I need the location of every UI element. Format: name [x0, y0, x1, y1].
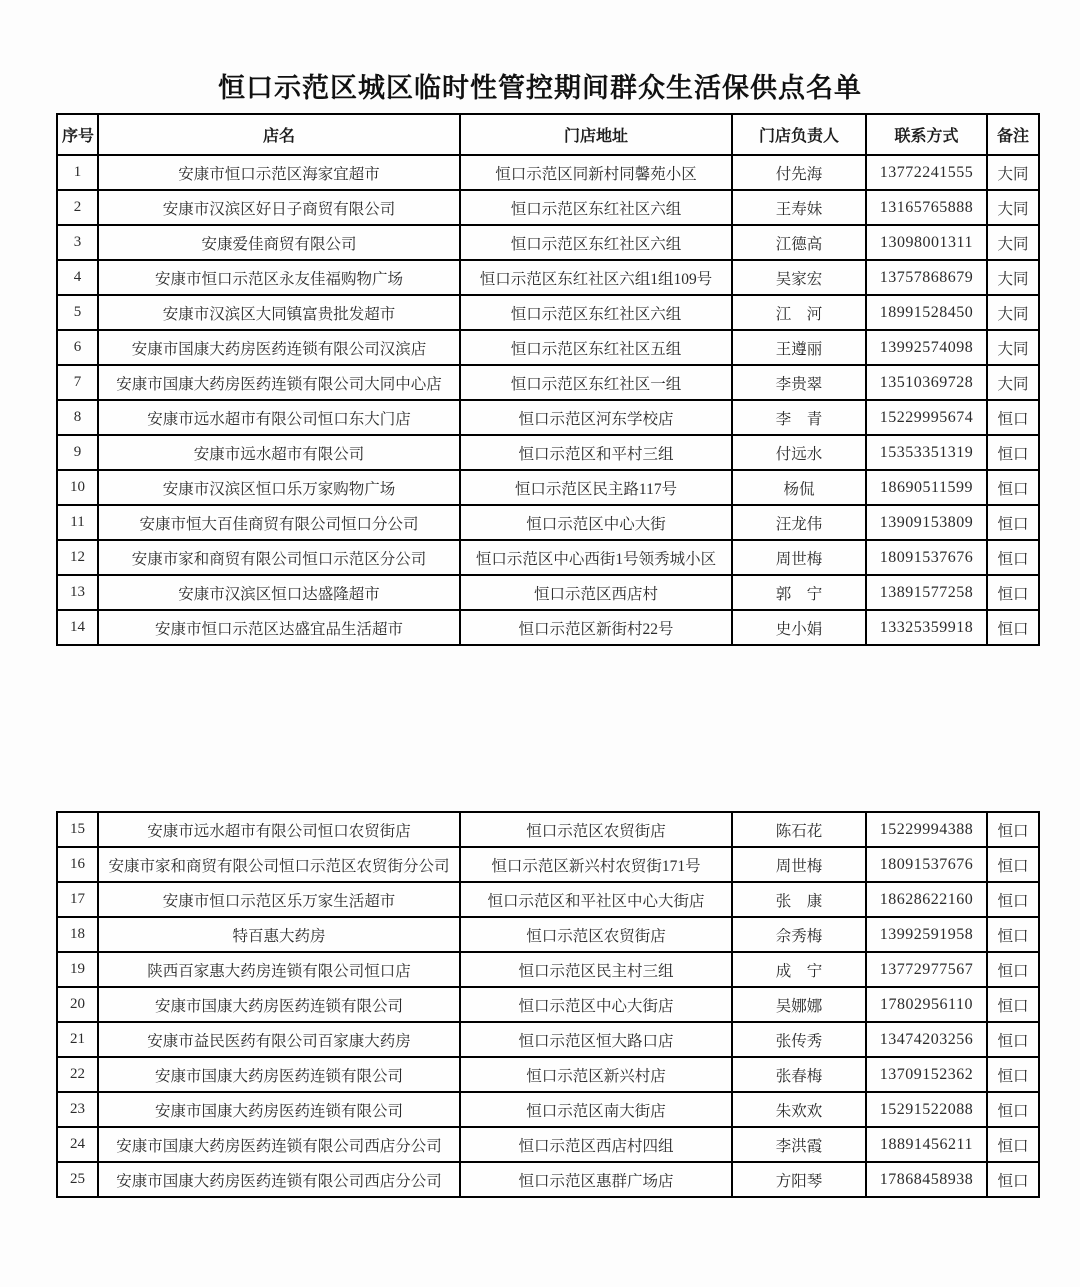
cell-phone: 13772977567 [866, 952, 987, 987]
cell-store-name: 安康市远水超市有限公司恒口农贸街店 [98, 812, 460, 847]
cell-store-name: 安康市汉滨区大同镇富贵批发超市 [98, 295, 460, 330]
cell-address: 恒口示范区新兴村农贸街171号 [460, 847, 732, 882]
cell-phone: 18628622160 [866, 882, 987, 917]
cell-seq: 12 [57, 540, 98, 575]
cell-store-name: 安康市国康大药房医药连锁有限公司 [98, 1057, 460, 1092]
cell-note: 大同 [987, 295, 1039, 330]
cell-manager: 张传秀 [732, 1022, 866, 1057]
cell-manager: 李 青 [732, 400, 866, 435]
cell-note: 恒口 [987, 1022, 1039, 1057]
cell-address: 恒口示范区和平村三组 [460, 435, 732, 470]
cell-phone: 18091537676 [866, 540, 987, 575]
cell-phone: 15229995674 [866, 400, 987, 435]
cell-phone: 13992591958 [866, 917, 987, 952]
cell-address: 恒口示范区惠群广场店 [460, 1162, 732, 1197]
table-row [57, 155, 1039, 190]
cell-store-name: 安康市恒口示范区乐万家生活超市 [98, 882, 460, 917]
cell-address: 恒口示范区农贸街店 [460, 812, 732, 847]
cell-manager: 成 宁 [732, 952, 866, 987]
cell-phone: 18690511599 [866, 470, 987, 505]
table-row [57, 1092, 1039, 1127]
table-row [57, 190, 1039, 225]
table-row [57, 1162, 1039, 1197]
supply-points-table-page2 [56, 811, 1040, 1198]
cell-store-name: 安康市家和商贸有限公司恒口示范区农贸街分公司 [98, 847, 460, 882]
table-row [57, 540, 1039, 575]
cell-seq: 6 [57, 330, 98, 365]
cell-manager: 付先海 [732, 155, 866, 190]
cell-address: 恒口示范区和平社区中心大街店 [460, 882, 732, 917]
cell-note: 大同 [987, 365, 1039, 400]
cell-note: 恒口 [987, 1057, 1039, 1092]
cell-manager: 杨侃 [732, 470, 866, 505]
cell-phone: 13510369728 [866, 365, 987, 400]
cell-seq: 9 [57, 435, 98, 470]
col-header-seq: 序号 [57, 114, 98, 155]
cell-address: 恒口示范区东红社区一组 [460, 365, 732, 400]
cell-store-name: 安康市国康大药房医药连锁有限公司西店分公司 [98, 1162, 460, 1197]
table-row [57, 1127, 1039, 1162]
cell-phone: 18091537676 [866, 847, 987, 882]
cell-note: 恒口 [987, 1162, 1039, 1197]
cell-note: 恒口 [987, 882, 1039, 917]
cell-manager: 周世梅 [732, 847, 866, 882]
cell-address: 恒口示范区民主路117号 [460, 470, 732, 505]
cell-seq: 10 [57, 470, 98, 505]
cell-seq: 23 [57, 1092, 98, 1127]
cell-note: 恒口 [987, 1127, 1039, 1162]
cell-note: 恒口 [987, 505, 1039, 540]
cell-manager: 王遵丽 [732, 330, 866, 365]
cell-note: 恒口 [987, 847, 1039, 882]
cell-manager: 郭 宁 [732, 575, 866, 610]
cell-phone: 15291522088 [866, 1092, 987, 1127]
cell-manager: 周世梅 [732, 540, 866, 575]
col-header-note: 备注 [987, 114, 1039, 155]
cell-store-name: 陕西百家惠大药房连锁有限公司恒口店 [98, 952, 460, 987]
table-row [57, 1057, 1039, 1092]
cell-store-name: 安康市国康大药房医药连锁有限公司西店分公司 [98, 1127, 460, 1162]
cell-seq: 11 [57, 505, 98, 540]
cell-seq: 25 [57, 1162, 98, 1197]
cell-note: 恒口 [987, 952, 1039, 987]
cell-manager: 史小娟 [732, 610, 866, 645]
cell-store-name: 安康市国康大药房医药连锁有限公司汉滨店 [98, 330, 460, 365]
cell-seq: 21 [57, 1022, 98, 1057]
table-row [57, 917, 1039, 952]
cell-address: 恒口示范区东红社区六组 [460, 225, 732, 260]
cell-address: 恒口示范区中心大街店 [460, 987, 732, 1022]
cell-address: 恒口示范区中心大街 [460, 505, 732, 540]
cell-store-name: 安康市国康大药房医药连锁有限公司 [98, 987, 460, 1022]
cell-address: 恒口示范区西店村 [460, 575, 732, 610]
table-row [57, 812, 1039, 847]
cell-address: 恒口示范区西店村四组 [460, 1127, 732, 1162]
cell-note: 大同 [987, 155, 1039, 190]
cell-seq: 5 [57, 295, 98, 330]
cell-manager: 付远水 [732, 435, 866, 470]
cell-store-name: 安康市国康大药房医药连锁有限公司 [98, 1092, 460, 1127]
cell-seq: 20 [57, 987, 98, 1022]
cell-phone: 18891456211 [866, 1127, 987, 1162]
table-row [57, 260, 1039, 295]
table-header-row [57, 114, 1039, 155]
cell-seq: 3 [57, 225, 98, 260]
cell-manager: 佘秀梅 [732, 917, 866, 952]
cell-store-name: 安康市远水超市有限公司恒口东大门店 [98, 400, 460, 435]
cell-store-name: 安康市恒口示范区永友佳福购物广场 [98, 260, 460, 295]
cell-note: 恒口 [987, 610, 1039, 645]
cell-store-name: 安康市恒口示范区达盛宜品生活超市 [98, 610, 460, 645]
cell-phone: 15353351319 [866, 435, 987, 470]
cell-address: 恒口示范区东红社区六组1组109号 [460, 260, 732, 295]
cell-manager: 江德高 [732, 225, 866, 260]
table-row [57, 1022, 1039, 1057]
cell-phone: 13772241555 [866, 155, 987, 190]
cell-store-name: 安康市家和商贸有限公司恒口示范区分公司 [98, 540, 460, 575]
table-row [57, 847, 1039, 882]
cell-store-name: 安康爱佳商贸有限公司 [98, 225, 460, 260]
cell-phone: 17802956110 [866, 987, 987, 1022]
col-header-phone: 联系方式 [866, 114, 987, 155]
cell-address: 恒口示范区新街村22号 [460, 610, 732, 645]
cell-seq: 16 [57, 847, 98, 882]
cell-note: 恒口 [987, 917, 1039, 952]
cell-seq: 14 [57, 610, 98, 645]
cell-note: 恒口 [987, 540, 1039, 575]
cell-phone: 13165765888 [866, 190, 987, 225]
cell-store-name: 安康市恒大百佳商贸有限公司恒口分公司 [98, 505, 460, 540]
cell-seq: 7 [57, 365, 98, 400]
cell-seq: 13 [57, 575, 98, 610]
table-row [57, 505, 1039, 540]
cell-store-name: 安康市远水超市有限公司 [98, 435, 460, 470]
cell-note: 大同 [987, 190, 1039, 225]
table-row [57, 987, 1039, 1022]
col-header-manager: 门店负责人 [732, 114, 866, 155]
cell-address: 恒口示范区民主村三组 [460, 952, 732, 987]
cell-address: 恒口示范区东红社区五组 [460, 330, 732, 365]
cell-store-name: 安康市益民医药有限公司百家康大药房 [98, 1022, 460, 1057]
cell-store-name: 安康市国康大药房医药连锁有限公司大同中心店 [98, 365, 460, 400]
cell-store-name: 安康市汉滨区恒口乐万家购物广场 [98, 470, 460, 505]
col-header-store: 店名 [98, 114, 460, 155]
cell-store-name: 安康市汉滨区好日子商贸有限公司 [98, 190, 460, 225]
table-row [57, 470, 1039, 505]
table-row [57, 225, 1039, 260]
cell-phone: 15229994388 [866, 812, 987, 847]
cell-phone: 18991528450 [866, 295, 987, 330]
supply-points-table-page1 [56, 113, 1040, 646]
table-row [57, 295, 1039, 330]
table-row [57, 365, 1039, 400]
cell-address: 恒口示范区南大街店 [460, 1092, 732, 1127]
cell-seq: 17 [57, 882, 98, 917]
cell-address: 恒口示范区东红社区六组 [460, 190, 732, 225]
table-row [57, 952, 1039, 987]
cell-manager: 江 河 [732, 295, 866, 330]
cell-store-name: 安康市恒口示范区海家宜超市 [98, 155, 460, 190]
cell-seq: 4 [57, 260, 98, 295]
cell-phone: 13709152362 [866, 1057, 987, 1092]
cell-address: 恒口示范区新兴村店 [460, 1057, 732, 1092]
cell-note: 恒口 [987, 575, 1039, 610]
table-row [57, 330, 1039, 365]
cell-phone: 13325359918 [866, 610, 987, 645]
cell-phone: 13098001311 [866, 225, 987, 260]
table-row [57, 435, 1039, 470]
cell-address: 恒口示范区东红社区六组 [460, 295, 732, 330]
cell-note: 大同 [987, 225, 1039, 260]
cell-address: 恒口示范区中心西街1号领秀城小区 [460, 540, 732, 575]
cell-manager: 王寿妹 [732, 190, 866, 225]
cell-note: 大同 [987, 260, 1039, 295]
cell-manager: 李洪霞 [732, 1127, 866, 1162]
cell-phone: 17868458938 [866, 1162, 987, 1197]
cell-seq: 2 [57, 190, 98, 225]
cell-manager: 陈石花 [732, 812, 866, 847]
table-row [57, 575, 1039, 610]
cell-note: 恒口 [987, 435, 1039, 470]
cell-seq: 1 [57, 155, 98, 190]
cell-seq: 18 [57, 917, 98, 952]
cell-manager: 吴家宏 [732, 260, 866, 295]
cell-note: 大同 [987, 330, 1039, 365]
cell-phone: 13891577258 [866, 575, 987, 610]
cell-note: 恒口 [987, 1092, 1039, 1127]
cell-seq: 19 [57, 952, 98, 987]
cell-manager: 汪龙伟 [732, 505, 866, 540]
cell-phone: 13757868679 [866, 260, 987, 295]
cell-manager: 张春梅 [732, 1057, 866, 1092]
cell-address: 恒口示范区河东学校店 [460, 400, 732, 435]
cell-store-name: 特百惠大药房 [98, 917, 460, 952]
cell-note: 恒口 [987, 812, 1039, 847]
table-row [57, 610, 1039, 645]
table-row [57, 400, 1039, 435]
page-title: 恒口示范区城区临时性管控期间群众生活保供点名单 [218, 73, 862, 103]
cell-address: 恒口示范区农贸街店 [460, 917, 732, 952]
cell-phone: 13909153809 [866, 505, 987, 540]
cell-manager: 方阳琴 [732, 1162, 866, 1197]
table-row [57, 882, 1039, 917]
col-header-address: 门店地址 [460, 114, 732, 155]
cell-store-name: 安康市汉滨区恒口达盛隆超市 [98, 575, 460, 610]
cell-manager: 朱欢欢 [732, 1092, 866, 1127]
cell-seq: 8 [57, 400, 98, 435]
cell-phone: 13474203256 [866, 1022, 987, 1057]
cell-address: 恒口示范区恒大路口店 [460, 1022, 732, 1057]
cell-manager: 吴娜娜 [732, 987, 866, 1022]
cell-phone: 13992574098 [866, 330, 987, 365]
cell-note: 恒口 [987, 987, 1039, 1022]
cell-note: 恒口 [987, 400, 1039, 435]
cell-seq: 24 [57, 1127, 98, 1162]
cell-note: 恒口 [987, 470, 1039, 505]
cell-seq: 22 [57, 1057, 98, 1092]
cell-manager: 张 康 [732, 882, 866, 917]
cell-address: 恒口示范区同新村同馨苑小区 [460, 155, 732, 190]
cell-manager: 李贵翠 [732, 365, 866, 400]
cell-seq: 15 [57, 812, 98, 847]
